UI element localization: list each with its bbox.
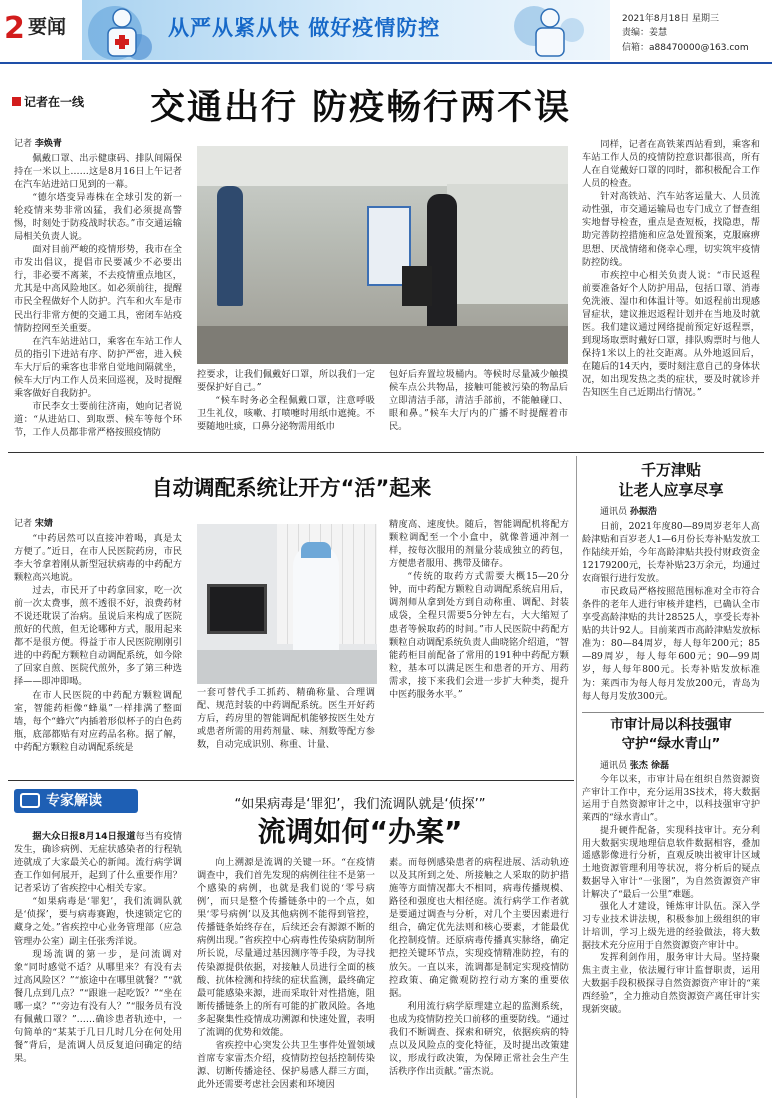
paragraph: 向上溯源是流调的关键一环。“在疫情调查中，我们首先发现的病例往往不是第一个感染的病例，也就是我们说的‘零号病例’，而只是整个传播链条中的一个点，如果‘零号病例’以及其他病例不能得到管控，传播链条始终存在，后续还会有源源不断的病例出现。”省疾控中心病毒性传染病防制所所长说，尽量通过基因测序等手段，为寻找传染源提供依据，对接触人员进行全面的核酸、抗体检测和持续的症状监测，最终确定最可能感染来源，进而采取针对性措施，阻断传播链条上的所有可能的扩散风险。各地多起聚集性疫情成功溯源和快速处置，表明了流调的优势和效能。 [197, 857, 375, 1038]
column-rule [576, 456, 577, 1098]
red-square-icon [12, 97, 21, 106]
medic-figure-icon [92, 4, 152, 58]
paragraph: “传统的取药方式需要大概15—20分钟，而中药配方颗粒自动调配系统启用后，调剂师从拿到处方到自动称重、调配、封装成袋，全程只需要5分钟左右，大大缩短了患者等候取药的时间。”市人民医院中药配方颗粒自动调配系统负责人曲晓铭介绍道，“智能药柜目前配备了常用的191种中药配方颗粒，基本可以满足医生和患者的开方、用药需求，接下来我们会进一步扩大种类，提升中医药服务水平。” [389, 571, 569, 700]
top-article-col3 [389, 368, 568, 433]
mid-article-col3 [389, 518, 569, 701]
audit-article [582, 760, 760, 1016]
photo-monitor [207, 584, 267, 634]
chat-icon [20, 793, 40, 808]
paragraph: 包好后弃置垃圾桶内。等候时尽量减少触摸候车点公共物品，接触可能被污染的物品后立即清洁手部，清洁手部前，不能触碰口、眼和鼻。”候车大厅内的广播不时提醒着市民。 [389, 369, 568, 433]
divider [8, 780, 574, 781]
bottom-article-col2 [197, 856, 375, 1091]
banner-slogan: 从严从紧从快 做好疫情防控 [168, 16, 441, 40]
paragraph: 省疾控中心突发公共卫生事件处置领域首席专家雷杰介绍，疫情防控包括控制传染源、切断传播途径、保护易感人群三方面，此外还需要考虑社会因素和环境因 [197, 1039, 375, 1091]
subsidy-article [582, 506, 760, 703]
byline: 通讯员 孙振浩 [600, 507, 657, 517]
paragraph: 素。而每例感染患者的病程进展、活动轨迹以及其所到之处、所接触之人采取的防护措施等方面情况都大不相同，病毒传播规模、路径和强度也大相径庭。流行病学工作者就是要通过调查与分析，对几个主要因素进行组合，确定优先法则和核心要素，才能最优化控制疫情。还原病毒传播真实脉络，确定把控关键环节点，实现疫情精准防控，有的放矢。一直以来，流调都是制定实现疫情防控政策、确定微观防控行动方案的重要依据。 [389, 857, 569, 999]
bottom-article-col3 [389, 856, 569, 1078]
byline: 记者 李焕青 [14, 139, 62, 149]
paragraph: 提升硬件配备，实现科技审计。充分利用大数据实现地理信息软件数据相容，叠加遥感影像进行分析，直观反映出被审计区域土地资源管理利用等状况，将分析后的疑点数据导入审计“一张图”，为自然资源资产审计解决了“最后一公里”难题。 [582, 825, 760, 900]
divider [582, 712, 764, 713]
byline: 记者 宋婧 [14, 519, 53, 529]
photo-officer [217, 186, 243, 306]
headline-tracing: 流调如何“办案” [257, 815, 463, 848]
photo-desk [197, 650, 377, 684]
photo-cap [301, 542, 331, 558]
paragraph: 针对高铁站、汽车站客运量大、人员流动性强，市交通运输局也专门成立了督查组实地督导检查，重点是查短板，找隐患，帮助完善防控措施和应急处置预案，克服麻痹思想、厌战情绪和侥幸心理，切实筑牢疫情防控防线。 [582, 191, 760, 268]
paragraph: “中药居然可以直接冲着喝，真是太方便了。”近日，在市人民医院药房，市民李大爷拿着刚从新型冠状病毒的中药配方颗粒高兴地说。 [14, 532, 182, 583]
issue-date: 2021年8月18日 星期三 [622, 14, 719, 24]
paragraph: 强化人才建设，锤炼审计队伍。深入学习专业技术讲法规，积极参加上级组织的审计培训，学习上级先进的经验做法，将大数据技术充分应用于自然资源资产审计中。 [582, 902, 760, 951]
paragraph: 精度高、速度快。随后，智能调配机将配方颗粒调配至一个小盒中，就像普通冲剂一样，按每次服用的剂量分装成独立的药包，方便患者服用、携带及储存。 [389, 519, 569, 570]
paragraph: 面对目前严峻的疫情形势，我市在全市发出倡议，提倡市民要减少不必要出行，非必要不离莱，不去疫情重点地区，尤其是中高风险地区。如必须前往，提醒市民全程做好个人防护。汽车和火车是市民出行非常方便的交通工具，密闭车站疫情防控网至关重要。 [14, 244, 182, 334]
paragraph: “如果病毒是‘罪犯’，我们流调队就是‘侦探’，要与病毒赛跑，快速锁定它的藏身之处。”省疾控中心业务管理部（应急管理办公室）副主任张秀洋说。 [14, 896, 182, 947]
paragraph: 在汽车站进站口，乘客在车站工作人员的指引下进站有序、防护严密，进入候车大厅后的乘客也非常自觉地间隔就坐，候车大厅内工作人员来回巡视，及时提醒乘客做好自我防护。 [14, 335, 182, 399]
top-article-col4 [582, 138, 760, 399]
photo-pharmacy [197, 524, 377, 684]
paragraph: 据大众日报8月14日报道每当有疫情发生，确诊病例、无症状感染者的行程轨迹就成了大家最关心的新闻。流行病学调查工作如何展开，起到了什么重要作用？记者采访了省疾控中心相关专家。 [14, 831, 182, 895]
paragraph: 市民政局严格按照范围标准对全市符合条件的老年人进行审核并建档，已确认全市享受高龄津贴的共计28525人，享受长寿补贴的共计92人。目前莱西市高龄津贴发放标准为：80—84周岁，每人每年200元；85—89周岁，每人每年600元；90—99周岁，每人每年800元。长寿补贴发放标准为：莱西市为每人每月发放200元，青岛为每人每月发放300元。 [582, 586, 760, 702]
paragraph: “德尔塔变异毒株在全球引发的新一轮疫情来势非常凶猛，我们必须提高警惕，时刻处于防疫战时状态。”市交通运输局相关负责人说。 [14, 191, 182, 243]
paragraph: 利用流行病学原理建立起的监测系统，也成为疫情防控关口前移的重要防线。“通过我们不断调查、探索和研究，依据疾病的特点以及风险点的变化特征，及时提出改策建议，形成行政决策，为保障正常社会生产生活秩序作出贡献。”雷杰说。 [389, 1000, 569, 1077]
header-banner [82, 0, 610, 60]
paragraph: 在市人民医院的中药配方颗粒调配室，智能药柜像“蜂巢”一样排满了整面墙，每个“蜂穴”内插着形似杯子的白色药瓶，底部都贴有对应药品名称。据了解，中药配方颗粒自动调配系统是 [14, 689, 182, 753]
page-number: 2 [4, 11, 25, 46]
expert-tag: 专家解读 [14, 789, 138, 813]
byline: 通讯员 张杰 徐磊 [600, 761, 670, 771]
top-article-col1 [14, 138, 182, 439]
mid-article-col2 [197, 686, 375, 751]
kicker-label: 记者在一线 [12, 94, 84, 111]
subheadline: “如果病毒是‘罪犯’，我们流调队就是‘侦探’” [234, 797, 486, 812]
paragraph: 今年以来，市审计局在组织自然资源资产审计工作中，充分运用3S技术，将大数据运用于自然资源审计之中，以科技强审守护莱西的“绿水青山”。 [582, 774, 760, 824]
photo-canopy [197, 146, 568, 186]
divider [8, 452, 764, 453]
paragraph: 市疾控中心相关负责人说：“市民返程前要准备好个人防护用品，包括口罩、消毒免洗液、湿巾和体温计等。如返程前出现感冒症状，建议推迟返程计划并在当地及时就医。我们建议通过网络提前预定好返程票，到现场取票时戴好口罩，排队购票时与他人保持1米以上的社交距离。从外地返回后，在随后的14天内，要时刻注意自己的身体状况，如出现发热之类的症状，要及时就诊并告知医生自己近期出行情况。” [582, 269, 760, 399]
header-info [622, 12, 749, 55]
paragraph: 发挥利剑作用，服务审计大局。坚持聚焦主责主业，依法履行审计监督职责，运用大数据手段积极探寻自然资源资产审计的“莱西经验”，全力推动自然资源资产离任审计实现新突破。 [582, 953, 760, 1015]
paragraph: 一套可替代手工抓药、精确称量、合理调配、规范封装的中药调配系统。医生开好药方后，药房里的智能调配机能够按医生处方或患者所需的用药剂量、味、剂数等配方参数，自动完成识别、称重、计量、 [197, 687, 375, 751]
paragraph: 佩戴口罩、出示健康码、排队间隔保持在一米以上……这是8月16日上午记者在汽车站进站口见到的一幕。 [14, 152, 182, 190]
photo-bag [402, 266, 432, 306]
paragraph: 同样，记者在高铁莱西站看到，乘客和车站工作人员的疫情防控意识都很高，所有人在自觉戴好口罩的同时，都积极配合工作人员的检查。 [582, 139, 760, 190]
section-name: 要闻 [28, 16, 67, 38]
headline-dispensing: 自动调配系统让开方“活”起来 [151, 476, 432, 500]
paragraph: “候车时务必全程佩戴口罩，注意呼吸卫生礼仪，咳嗽、打喷嚏时用纸巾遮掩。不要随地吐痰，口鼻分泌物需用纸巾 [197, 395, 375, 433]
medic-figure-icon [520, 6, 580, 58]
headline-audit: 市审计局以科技强审 守护“绿水青山” [610, 717, 732, 752]
photo-station-checkpoint [197, 146, 568, 364]
mid-article-col1 [14, 518, 182, 754]
paragraph: 现场流调的第一步，是问流调对象“同时感觉不适？从哪里来？有没有去过高风险区？”“旅途中在哪里就餐？”“就餐几点到几点？”“跟谁一起吃饭？”“坐在哪一桌？”“旁边有没有人？”“服务员有没有佩戴口罩？”……确诊患者轨迹中，一句简单的“某某于几日几时几分在何处用餐”背后，是流调人员反复追问确定的结果。 [14, 948, 182, 1065]
paragraph: 控要求，让我们佩戴好口罩，所以我们一定要保护好自己。” [197, 369, 375, 394]
photo-ground [197, 326, 568, 364]
photo-building [447, 184, 568, 304]
paragraph: 过去，市民开了中药拿回家，吃一次前一次太费事，煎不透很不好，浪费药材不说还耽误了治病。虽说后来构成了医院煎好的代煎，但无论哪种方式，服用起来都不是很方便。得益于市人民医院刚刚引进的中药配方颗粒自动调配系统，如今除了回家自煎、医院代煎外，多了第三种选择——即冲即喝。 [14, 585, 182, 688]
bottom-article-col1 [14, 830, 182, 1065]
top-article-col2 [197, 368, 375, 433]
editor: 责编：姜慧 [622, 28, 668, 39]
headline-traffic: 交通出行 防疫畅行两不误 [150, 88, 572, 128]
paragraph: 市民李女士要前往济南，她向记者说道：“从进站口、到取票、候车等每个环节，工作人员都非常严格按照疫情防 [14, 400, 182, 439]
paragraph: 日前，2021年度80—89周岁老年人高龄津贴和百岁老人1—6月份长寿补贴发放工作陆续开始，今年高龄津贴共投付财政资金12179200元，长寿补贴23万余元，均通过农商银行进行发放。 [582, 520, 760, 585]
headline-subsidy: 千万津贴 让老人应享尽享 [618, 461, 724, 500]
email: 信箱：a88470000@163.com [622, 42, 749, 53]
